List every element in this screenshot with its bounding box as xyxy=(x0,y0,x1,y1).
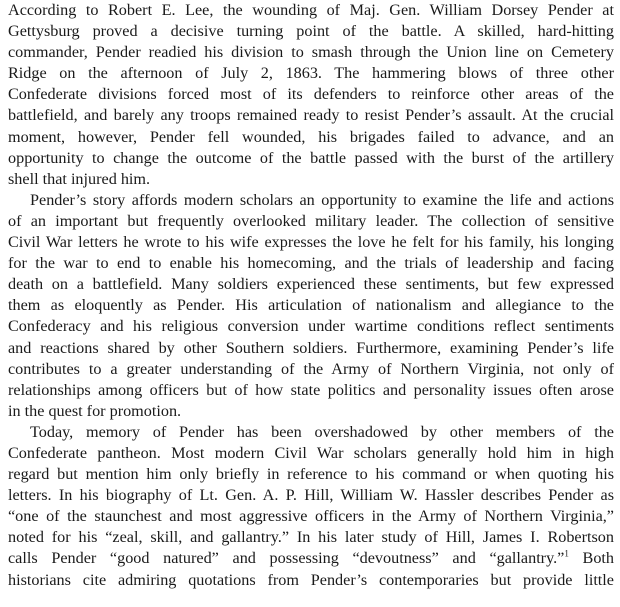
text-line: historians cite admiring quotations from Pender’s contemporaries but provide little xyxy=(8,570,614,589)
text-line: death on a battlefield. Many soldiers experienced these sentiments, but few expressed xyxy=(8,275,614,294)
text-line: commander, Pender readied his division to smash through the Union line on Cemetery xyxy=(8,43,614,62)
text-line: Ridge on the afternoon of July 2, 1863. The hammering blows of three other xyxy=(8,64,614,83)
text-line: of an important but frequently overlooked military leader. The collection of sensitive xyxy=(8,211,614,230)
text-line: in the quest for promotion. xyxy=(8,401,182,420)
text-line: letters. In his biography of Lt. Gen. A. P. Hill, William W. Hassler describes Pender as xyxy=(8,486,614,505)
footnote-marker[interactable]: 1 xyxy=(564,549,569,560)
text-line: shell that injured him. xyxy=(8,169,151,188)
text-line: Pender’s story affords modern scholars an opportunity to examine the life and actions xyxy=(30,190,614,209)
text-line: battlefield, and barely any troops remained ready to resist Pender’s assault. At the crucial xyxy=(8,106,614,125)
text-line-with-footnote xyxy=(8,548,614,569)
text-line: moment, however, Pender fell wounded, his brigades failed to advance, and an xyxy=(8,127,614,146)
text-line: regard but mention him only briefly in reference to his command or when quoting his xyxy=(8,465,614,484)
text-line: for the war to end to enable his homecoming, and the trials of leadership and facing xyxy=(8,254,614,273)
paragraph-1 xyxy=(8,0,614,190)
text-line: According to Robert E. Lee, the wounding of Maj. Gen. William Dorsey Pender at xyxy=(8,1,614,19)
text-line: Confederate pantheon. Most modern Civil War scholars generally hold him in high xyxy=(8,443,614,462)
paragraph-2 xyxy=(8,190,614,422)
text-line: Gettysburg proved a decisive turning point of the battle. A skilled, hard-hitting xyxy=(8,22,614,41)
text-line: Today, memory of Pender has been overshadowed by other members of the xyxy=(30,422,614,441)
text-line: noted for his “zeal, skill, and gallantry.” In his later study of Hill, James I. Robertson xyxy=(8,528,614,547)
text-line: Confederacy and his religious conversion under wartime conditions reflect sentiments xyxy=(8,317,614,336)
paragraph-3 xyxy=(8,422,614,591)
text-line: and reactions shared by other Southern soldiers. Furthermore, examining Pender’s life xyxy=(8,338,614,357)
text-line: Confederate divisions forced most of its defenders to reinforce other areas of the xyxy=(8,85,614,104)
text-segment: calls Pender “good natured” and possessing “devoutness” and “gallantry.” xyxy=(8,549,565,568)
text-line: Civil War letters he wrote to his wife expresses the love he felt for his family, his longing xyxy=(8,233,614,252)
text-line: “one of the staunchest and most aggressive officers in the Army of Northern Virginia,” xyxy=(8,507,614,526)
text-segment: Both xyxy=(568,549,614,568)
text-line: opportunity to change the outcome of the battle passed with the burst of the artillery xyxy=(8,148,614,167)
document-page xyxy=(8,0,614,591)
text-line: relationships among officers but of how state politics and personality issues often arose xyxy=(8,380,614,399)
text-line: them as eloquently as Pender. His articulation of nationalism and allegiance to the xyxy=(8,296,614,315)
text-line: contributes to a greater understanding of the Army of Northern Virginia, not only of xyxy=(8,359,614,378)
